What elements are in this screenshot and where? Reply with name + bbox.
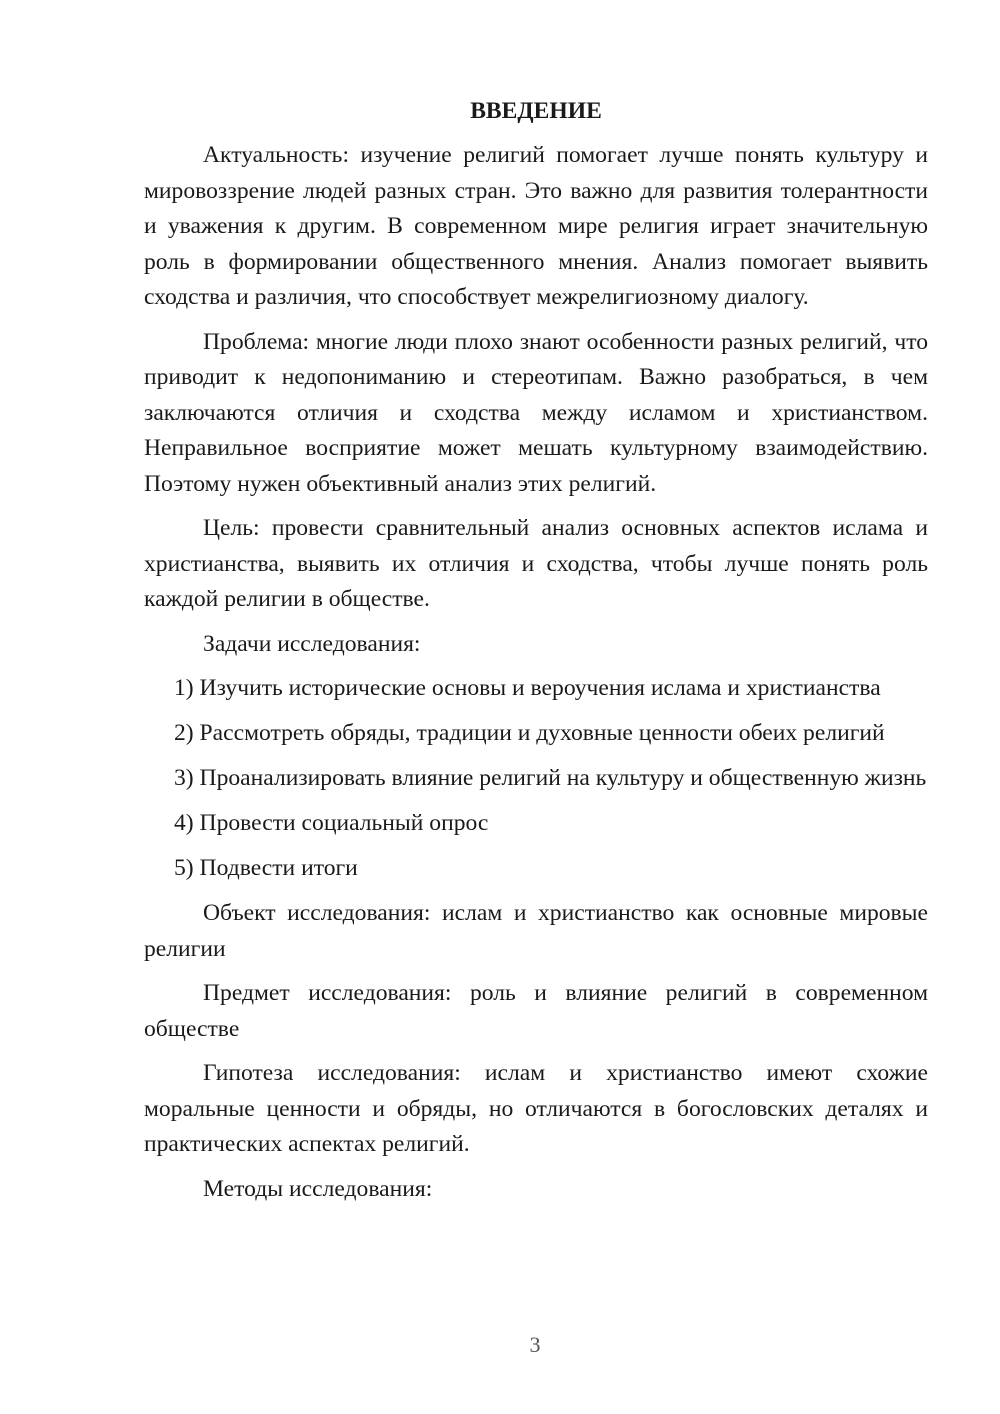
task-item: 2) Рассмотреть обряды, традиции и духовные ценности обеих религий — [174, 720, 885, 746]
page-content — [144, 92, 928, 1216]
task-item: 1) Изучить исторические основы и вероучения ислама и христианства — [174, 675, 881, 701]
goal-paragraph: Цель: провести сравнительный анализ основных аспектов ислама и христианства, выявить их отличия и сходства, чтобы лучше понять роль каждой религии в обществе. — [144, 515, 928, 612]
subject-paragraph: Предмет исследования: роль и влияние религий в современном обществе — [144, 980, 928, 1042]
methods-heading: Методы исследования: — [203, 1175, 433, 1202]
task-item: 4) Провести социальный опрос — [174, 810, 489, 836]
task-item: 3) Проанализировать влияние религий на культуру и общественную жизнь — [174, 765, 927, 791]
object-paragraph: Объект исследования: ислам и христианство как основные мировые религии — [144, 900, 928, 962]
page-number: 3 — [529, 1332, 541, 1357]
section-title: ВВЕДЕНИЕ — [470, 98, 602, 124]
hypothesis-paragraph: Гипотеза исследования: ислам и христианство имеют схожие моральные ценности и обряды, но отличаются в богословских деталях и практических аспектах религий. — [144, 1060, 928, 1157]
tasks-heading: Задачи исследования: — [203, 630, 421, 657]
task-item: 5) Подвести итоги — [174, 855, 358, 881]
relevance-paragraph: Актуальность: изучение религий помогает лучше понять культуру и мировоззрение людей разных стран. Это важно для развития толерантности и уважения к другим. В современном мире религия играет значительную роль в формировании общественного мнения. Анализ помогает выявить сходства и различия, что способствует межрелигиозному диалогу. — [144, 142, 928, 310]
tasks-list — [144, 671, 928, 887]
problem-paragraph: Проблема: многие люди плохо знают особенности разных религий, что приводит к недопониманию и стереотипам. Важно разобраться, в чем заключаются отличия и сходства между исламом и христианством. Неправильное восприятие может мешать культурному взаимодействию. Поэтому нужен объективный анализ этих религий. — [144, 328, 928, 497]
